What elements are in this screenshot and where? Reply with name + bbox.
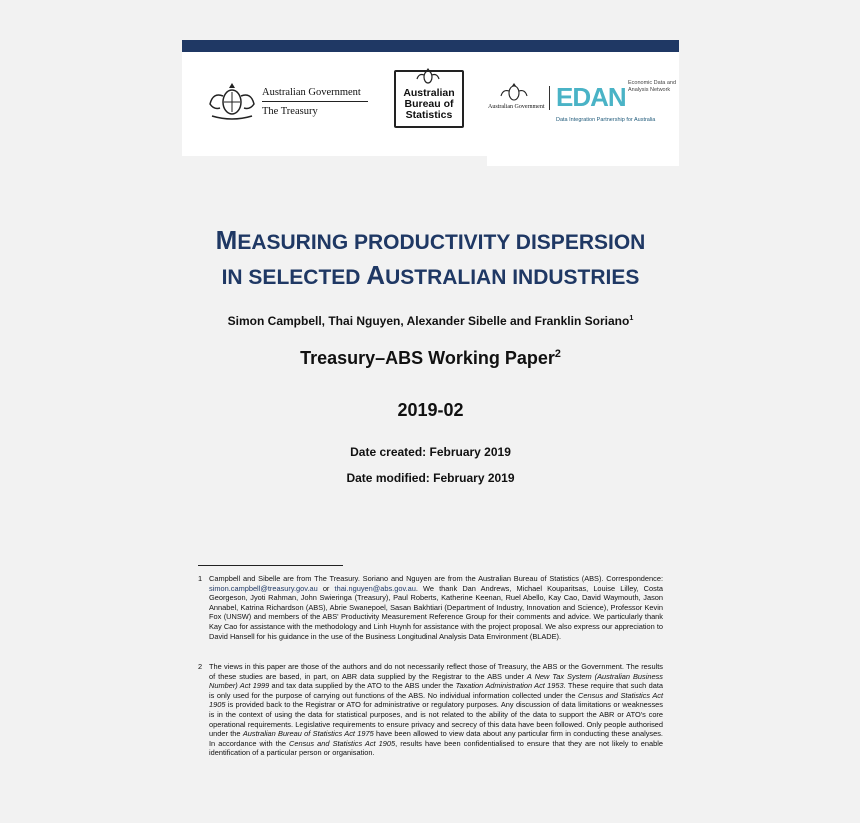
logo-divider bbox=[262, 101, 368, 102]
coat-of-arms-icon bbox=[206, 80, 258, 120]
footnote-2-number: 2 bbox=[198, 662, 203, 671]
fn2-part-b: and tax data supplied by the ATO to the ABS under the bbox=[269, 681, 456, 691]
edan-divider bbox=[549, 86, 550, 110]
abs-logo-text bbox=[398, 88, 460, 121]
abs-line3: Statistics bbox=[405, 109, 453, 121]
footnote-1-number: 1 bbox=[198, 574, 203, 583]
fn2-act-2: Taxation Administration Act 1953 bbox=[455, 681, 564, 691]
gov-treasury-line1: Australian Government bbox=[262, 87, 361, 98]
title-l2-cap: A bbox=[366, 260, 386, 290]
abs-line2: Bureau of bbox=[404, 98, 454, 110]
fn2-part-f: , results have been confidentialised to ensure that they are not likely to enable identification of a particular person or organisation. bbox=[209, 738, 663, 758]
gov-treasury-line2: The Treasury bbox=[262, 106, 318, 117]
fn1-part-a: Campbell and Sibelle are from The Treasury. Soriano and Nguyen are from the Australian Bureau of Statistics (ABS). Correspondence: bbox=[209, 574, 663, 583]
document-page bbox=[182, 40, 679, 823]
fn1-part-b: . We thank Dan Andrews, Michael Kouparitsas, Louise Lilley, Costa Georgeson, Jyoti Rahman, John Swieringa (Treasury), Paul Roberts, Katherine Keenan, Ruel Abello, Kay Cao, David Waymouth, Jason Annabel, Katrina Richardson (ABS), Abrie Swanepoel, Sasan Bakhtiari (Department of Industry, Innovation and Science), Professor Kevin Fox (UNSW) and members of the ABS' Productivity Measurement Reference Group for their comments and advice. We particularly thank Kay Cao for assistance with the methodology and Linh Huynh for assistance with the project proposal. We also express our appreciation to David Hansell for his guidance in the use of the Business Longitudinal Analysis Data Environment (BLADE). bbox=[209, 583, 663, 641]
authors bbox=[182, 313, 679, 328]
fn2-act-3: Census and Statistics Act 1905 bbox=[209, 690, 663, 710]
date-created: Date created: February 2019 bbox=[350, 445, 511, 459]
edan-wordmark: EDAN bbox=[556, 82, 626, 112]
paper-label: Treasury–ABS Working Paper bbox=[300, 348, 555, 368]
abs-line1: Australian bbox=[403, 87, 455, 99]
paper-footnote-ref: 2 bbox=[554, 348, 561, 360]
email-link-campbell[interactable]: simon.campbell@treasury.gov.au bbox=[209, 583, 318, 593]
footnote-1-text bbox=[209, 574, 663, 641]
abs-crest-icon bbox=[416, 67, 440, 85]
fn2-part-a: The views in this paper are those of the authors and do not necessarily reflect those of Treasury, the ABS or the Government. The results of these studies are based, in part, on ABR data supplied by the Registrar to the ABS under bbox=[209, 662, 663, 681]
footnote-1 bbox=[198, 574, 663, 641]
title-line-1 bbox=[182, 224, 679, 259]
title-l1-cap: M bbox=[215, 225, 238, 255]
title-line-2 bbox=[182, 259, 679, 294]
footnote-2 bbox=[198, 662, 663, 758]
paper-series bbox=[182, 348, 679, 369]
edan-subtitle: Economic Data and Analysis Network bbox=[628, 80, 676, 93]
paper-title bbox=[182, 224, 679, 294]
fn2-act-1: A New Tax System (Australian Business Number) Act 1999 bbox=[209, 671, 663, 691]
edan-gov-text: Australian Government bbox=[488, 104, 545, 110]
fn2-part-c: . These require that such data is only used for the purpose of carrying out functions of the ABS. No individual information collected under the bbox=[209, 681, 663, 700]
fn2-act-5: Census and Statistics Act 1905 bbox=[289, 738, 396, 748]
header-bar bbox=[182, 40, 679, 52]
edan-crest-icon bbox=[500, 82, 528, 102]
paper-number: 2019-02 bbox=[397, 400, 464, 420]
date-modified: Date modified: February 2019 bbox=[346, 471, 515, 485]
fn2-part-e: have been allowed to view data about any particular firm in conducting these analyses. In accordance with the bbox=[209, 729, 663, 748]
title-l1-rest: EASURING PRODUCTIVITY DISPERSION bbox=[237, 231, 646, 254]
email-link-nguyen[interactable]: thai.nguyen@abs.gov.au bbox=[334, 583, 416, 593]
footnote-2-text bbox=[209, 662, 663, 758]
footnote-separator bbox=[198, 565, 343, 566]
fn2-act-4: Australian Bureau of Statistics Act 1975 bbox=[242, 729, 374, 739]
author-names: Simon Campbell, Thai Nguyen, Alexander Sibelle and Franklin Soriano bbox=[227, 314, 630, 328]
title-l2-a: IN SELECTED bbox=[221, 266, 367, 289]
authors-footnote-ref: 1 bbox=[629, 313, 634, 322]
title-l2-rest: USTRALIAN INDUSTRIES bbox=[385, 266, 640, 289]
fn2-part-d: is provided back to the Registrar or ATO for administrative or regulatory purposes. Any discussion of data limitations or weaknesses is in the context of using the data for statistical purposes, and is not related to the ability of the data to support the ABR or ATO's core operational requirements. Legislative requirements to ensure privacy and secrecy of this data have been followed. Only people authorised under the bbox=[209, 700, 663, 739]
edan-footer: Data Integration Partnership for Australia bbox=[556, 117, 656, 123]
fn1-or: or bbox=[317, 583, 335, 593]
logo-strip-extension bbox=[487, 156, 679, 166]
